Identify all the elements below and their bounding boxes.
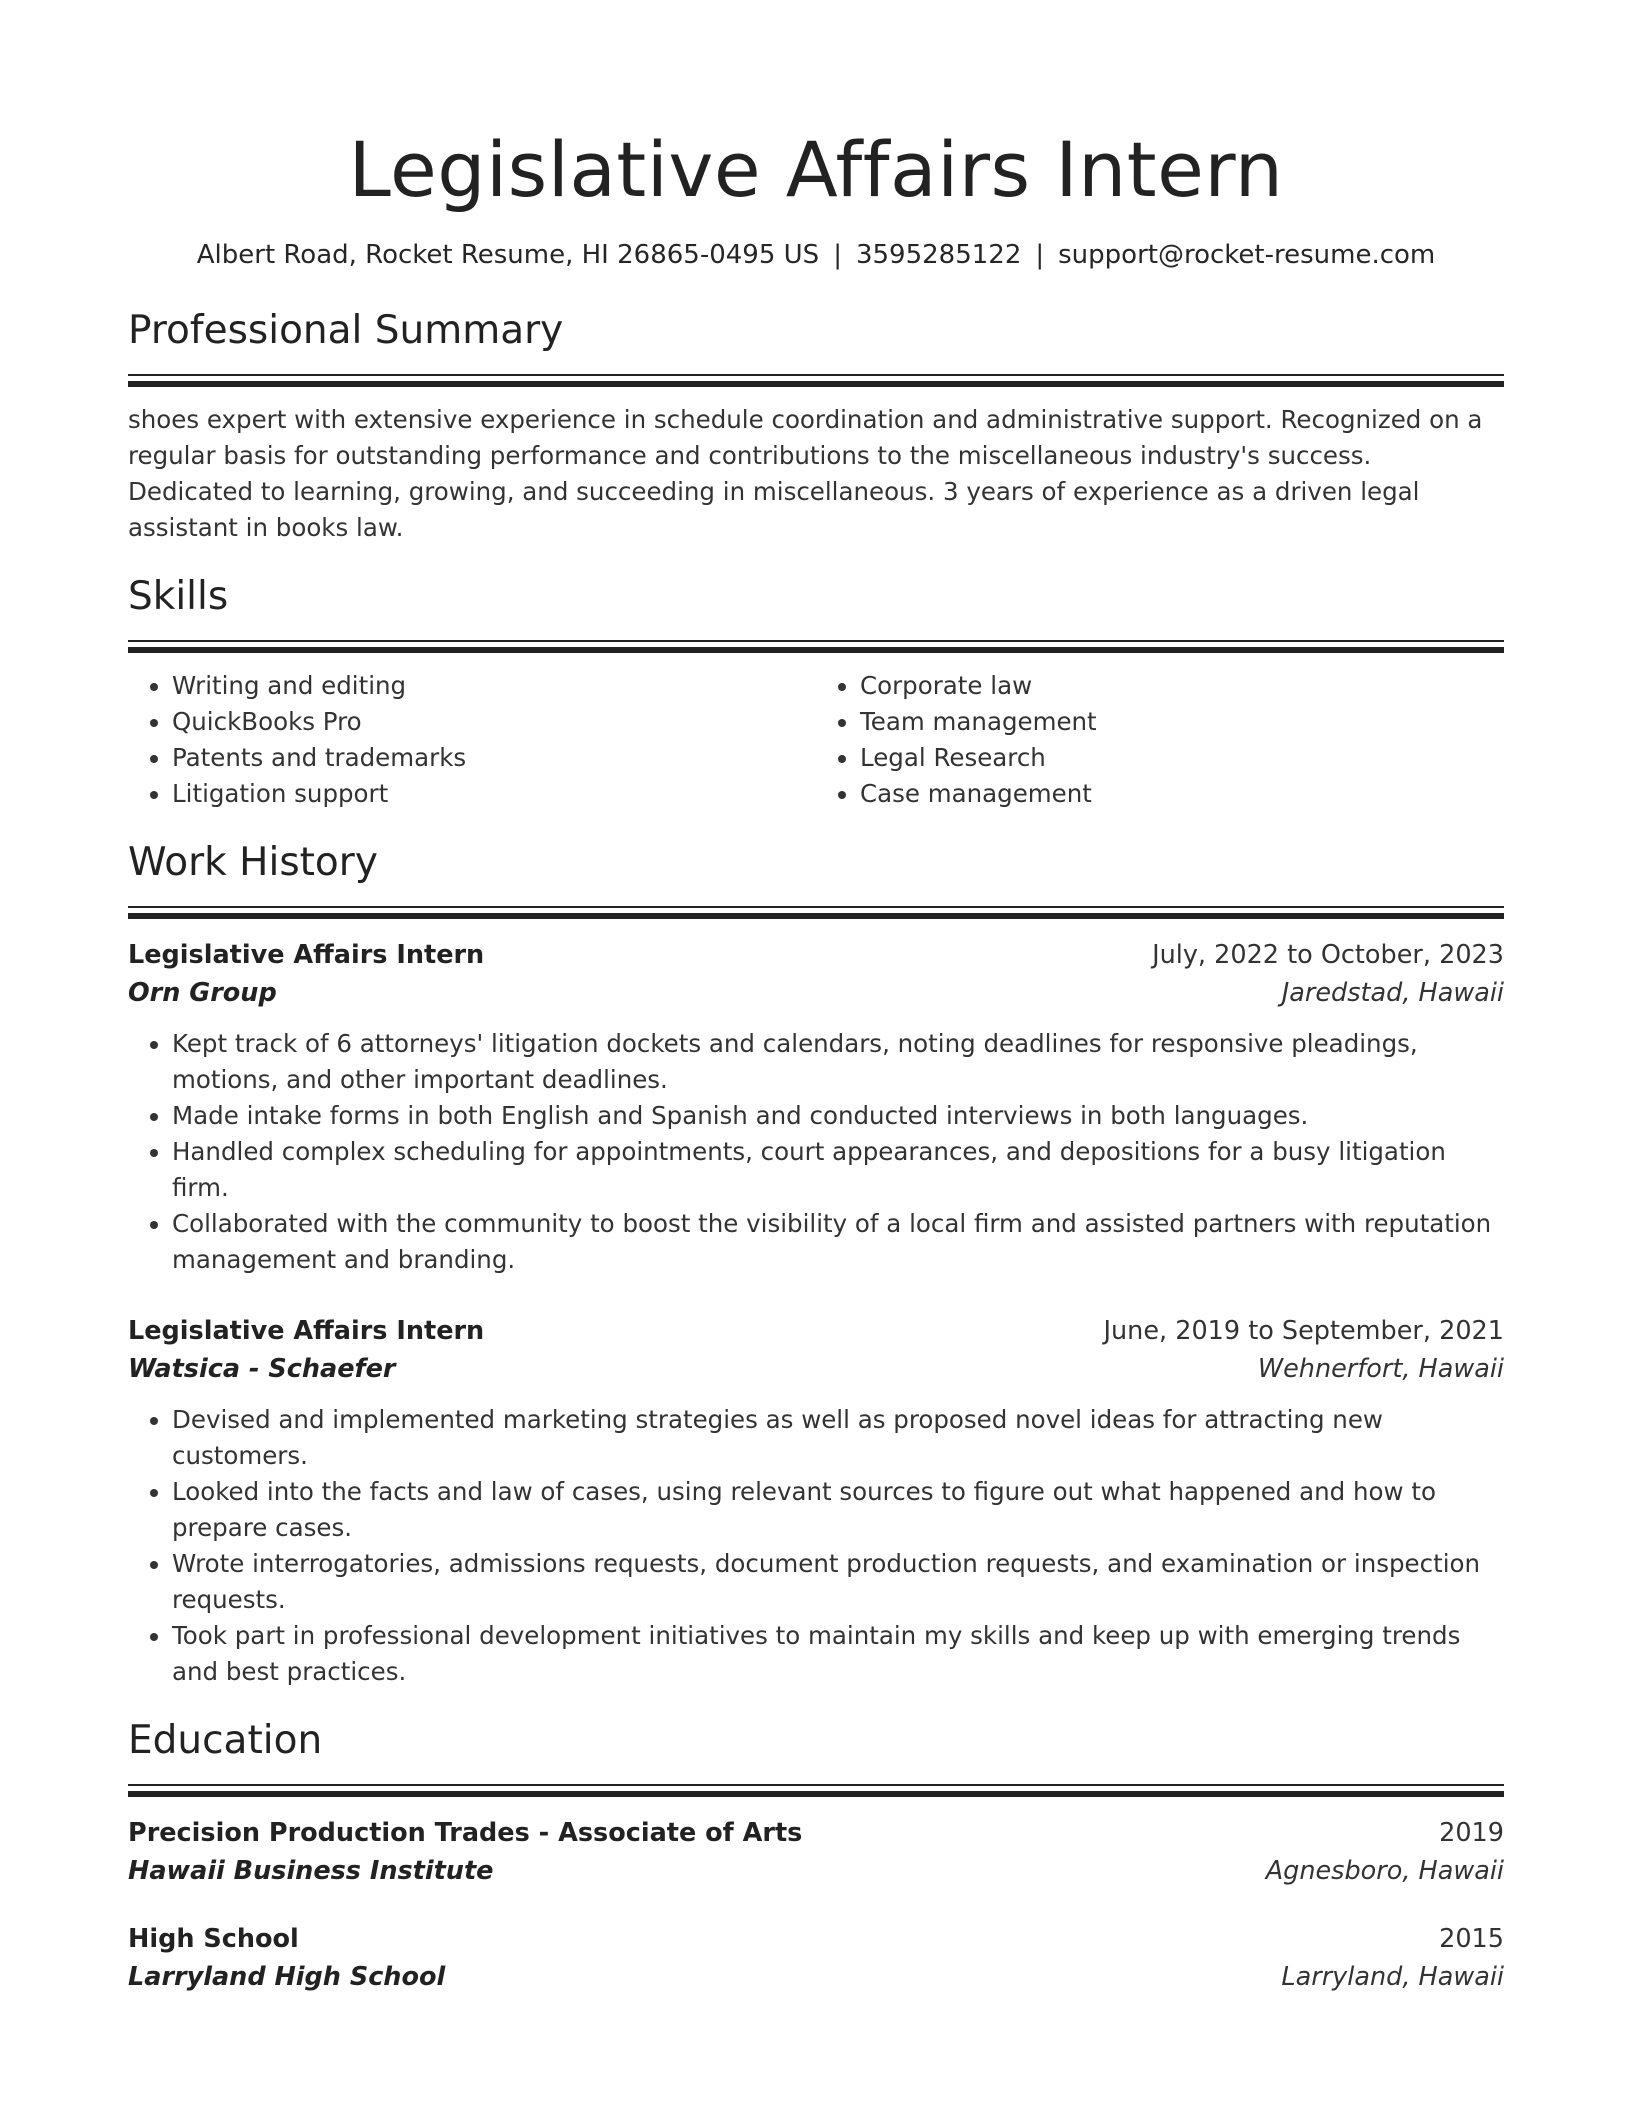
education-degree: Precision Production Trades - Associate of Arts xyxy=(128,1818,803,1848)
skill-item: • Case management xyxy=(860,776,1504,812)
contact-separator: | xyxy=(833,240,842,270)
contact-email: support@rocket-resume.com xyxy=(1058,240,1436,270)
contact-phone: 3595285122 xyxy=(855,240,1022,270)
work-entry xyxy=(128,936,1504,1278)
education-location: Agnesboro, Hawaii xyxy=(1265,1856,1504,1886)
education-year: 2015 xyxy=(1439,1924,1504,1954)
skill-item: • Team management xyxy=(860,704,1504,740)
job-dates: June, 2019 to September, 2021 xyxy=(1103,1316,1504,1346)
skills-column-left xyxy=(128,668,816,812)
job-bullet: • Wrote interrogatories, admissions requests, document production requests, and examination or inspection requests. xyxy=(172,1546,1504,1618)
job-location: Jaredstad, Hawaii xyxy=(1281,978,1504,1008)
skill-item: • Legal Research xyxy=(860,740,1504,776)
job-bullet: • Kept track of 6 attorneys' litigation dockets and calendars, noting deadlines for responsive pleadings, motions, and other important deadlines. xyxy=(172,1026,1504,1098)
job-bullet: • Looked into the facts and law of cases, using relevant sources to figure out what happened and how to prepare cases. xyxy=(172,1474,1504,1546)
job-bullet: • Made intake forms in both English and Spanish and conducted interviews in both languages. xyxy=(172,1098,1504,1134)
section-heading-summary: Professional Summary xyxy=(128,308,564,353)
skill-item: • Writing and editing xyxy=(172,668,816,704)
job-company: Orn Group xyxy=(128,978,277,1008)
job-bullets xyxy=(128,1402,1504,1690)
job-bullet: • Took part in professional development initiatives to maintain my skills and keep up with emerging trends and best practices. xyxy=(172,1618,1504,1690)
education-year: 2019 xyxy=(1439,1818,1504,1848)
job-bullet: • Handled complex scheduling for appointments, court appearances, and depositions for a busy litigation firm. xyxy=(172,1134,1504,1206)
job-company: Watsica - Schaefer xyxy=(128,1354,396,1384)
resume-title: Legislative Affairs Intern xyxy=(348,125,1284,214)
job-bullet: • Collaborated with the community to boost the visibility of a local firm and assisted partners with reputation management and branding. xyxy=(172,1206,1504,1278)
job-bullet: • Devised and implemented marketing strategies as well as proposed novel ideas for attracting new customers. xyxy=(172,1402,1504,1474)
skill-item: • Patents and trademarks xyxy=(172,740,816,776)
section-divider xyxy=(128,1784,1504,1796)
section-heading-work: Work History xyxy=(128,840,378,885)
education-degree: High School xyxy=(128,1924,299,1954)
skill-item: • Corporate law xyxy=(860,668,1504,704)
section-divider xyxy=(128,640,1504,652)
contact-address: Albert Road, Rocket Resume, HI 26865-0495 US xyxy=(196,240,820,270)
job-title: Legislative Affairs Intern xyxy=(128,940,485,970)
summary-text: shoes expert with extensive experience in schedule coordination and administrative support. Recognized on a regular basis for outstanding performance and contributions to the miscellaneous industry's success. Dedicated to learning, growing, and succeeding in miscellaneous. 3 years of experience as a driven legal assistant in books law. xyxy=(128,405,1483,542)
skill-item: • Litigation support xyxy=(172,776,816,812)
job-location: Wehnerfort, Hawaii xyxy=(1257,1354,1504,1384)
skill-item: • QuickBooks Pro xyxy=(172,704,816,740)
job-dates: July, 2022 to October, 2023 xyxy=(1152,940,1504,970)
education-location: Larryland, Hawaii xyxy=(1281,1962,1504,1992)
education-school: Larryland High School xyxy=(128,1962,446,1992)
education-entry xyxy=(128,1814,1504,1890)
education-school: Hawaii Business Institute xyxy=(128,1856,494,1886)
section-heading-skills: Skills xyxy=(128,574,229,619)
skills-list xyxy=(128,668,1504,812)
section-heading-education: Education xyxy=(128,1718,323,1763)
job-title: Legislative Affairs Intern xyxy=(128,1316,485,1346)
work-entry xyxy=(128,1312,1504,1690)
education-entry xyxy=(128,1920,1504,1996)
job-bullets xyxy=(128,1026,1504,1278)
contact-separator: | xyxy=(1035,240,1045,270)
section-divider xyxy=(128,374,1504,386)
skills-column-right xyxy=(816,668,1504,812)
section-divider xyxy=(128,906,1504,918)
contact-line xyxy=(128,238,1504,272)
